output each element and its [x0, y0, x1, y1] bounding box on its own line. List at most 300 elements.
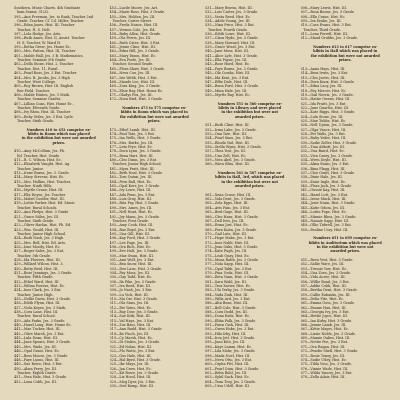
entry-line: 497—Lee Page, Jes. III.	[109, 240, 150, 245]
entry-line: 435—Nellie Davis, Hist. 3 Grade.	[14, 297, 71, 302]
entry-line: 501—Ann Wolf, Jes. 3 Ent.	[109, 257, 155, 262]
entry-line: Southern, Music Charts. 4th Graduate	[14, 6, 81, 10]
entry-line: 429—Willard Wilcox, Hist. 3.	[14, 262, 64, 267]
entry-continuation: Teacher, Eleventh Grade.	[17, 105, 61, 110]
entry-line: 667—Kittie Mayes, Hist. Ec.	[300, 327, 349, 332]
entry-line: 563—Zola Epps, Hist. III.	[205, 201, 249, 206]
entry-line: 452—Lena Cobb, Jes. III.	[14, 379, 57, 384]
entry-line: 449—Sue Rowe, Hist. 3 Ent.	[14, 362, 63, 367]
entry-line: 575—Leah Quay, Hist. Ec.	[205, 253, 250, 258]
entry-line: 471—Gladys Fox, Jes. III.	[109, 92, 153, 97]
entry-line: 582—Tess Xavier, Hist. Ec.	[205, 284, 252, 288]
entry-line: 455—Mrs. Holden, Jes. III.	[109, 14, 156, 19]
entry-line: 661—Emma Goss, Jes. 3 Grade.	[300, 301, 355, 306]
entry-line: 606—Mary Lewis, Hist. III.	[300, 6, 348, 10]
entry-line: 658—Bertha Dent, Hist. 3 Grade.	[300, 288, 358, 293]
entry-line: 422—Oliver Harlan, Hist. Ph. Ed.	[14, 223, 72, 228]
entry-line: 401—Mable Hall, Jes. 3 B. Mathematics,	[14, 53, 84, 58]
entry-line: 629—Ruby Yoder, Hist. III.	[300, 136, 347, 141]
section-note: prizes.	[338, 58, 352, 63]
entry-line: 569—Fern Kuhn, Jes. 3 Grade.	[205, 227, 258, 232]
entry-line: 598—Mada Noel, Hist. III.	[205, 353, 251, 358]
entry-continuation: Teacher, Junior High School.	[112, 162, 162, 167]
entry-line: 659—Callie Eubanks, Jes. III.	[300, 292, 351, 297]
entry-line: 596—Kaye Lamm, Hist. Ec.	[205, 344, 253, 349]
entry-continuation: Teacher, 5th Grade.	[17, 253, 51, 258]
entry-line: 637—Cloe Gantt, Hist. 3 Grade.	[300, 171, 356, 176]
entry-line: 589—Dona Eads, Hist. Ec.	[205, 314, 251, 319]
entry-line: 554—Pearl Sims, Jes. 3 Ent.	[205, 136, 253, 141]
entry-line: 567—Dell Ives, Jes. III.	[205, 218, 245, 223]
entry-line: 540—Jane Moss, Hist. III.	[205, 49, 250, 54]
entry-line: 550—Myrtle Ray, Hist. Ec.	[205, 92, 251, 97]
entry-line: 493—Amy Cook, Hist. III.	[109, 223, 154, 228]
entry-line: 543—Rose Hurd, Hist. Ec.	[205, 62, 251, 67]
entry-continuation: Teacher, Sixth Grade.	[17, 218, 55, 223]
entry-line: 612—Maud Grubbs, Jes. 3 Grade.	[300, 36, 359, 41]
entry-line: 620—Hattie Owens, Hist. III.	[300, 97, 351, 102]
entry-line: 539—Grace Wood, Jes. 3 Ent.	[205, 45, 256, 50]
entry-line: 469—Zora King, Jes. 3 Grade.	[109, 84, 161, 89]
entry-line: 483—Tom Quinn, Jes. III.	[109, 175, 153, 180]
text-columns	[14, 6, 390, 400]
entry-line: 463—Mary Dixon, Hist. Ec.	[109, 53, 157, 58]
entry-line: 518—Bo Finch, Jes. III.	[109, 331, 150, 336]
entry-line: 468—Maude Lee, Hist. III.	[109, 79, 156, 84]
entry-line: 496—Kay Ford, Hist. 3 Grade.	[109, 236, 162, 241]
entry-line: 545—Ola Combs, Hist. III.	[205, 71, 251, 76]
entry-line: 511—Ola Sims, Jes. III.	[109, 301, 150, 306]
entry-line: 486—Ivy Lowe, Hist. III.	[109, 188, 152, 193]
section-note: in the exhibition but were not awarded	[21, 136, 96, 141]
entry-line: 427—Roger Sales, Jes. 3 Ent.	[14, 249, 65, 254]
entry-line: 473—Ethel Lamb, Hist. III.	[109, 127, 156, 132]
entry-line: 674—Sudie Utley, Hist. Ec.	[300, 357, 347, 362]
entry-line: 417—Ella Heyes, Jes. Teacher	[14, 192, 66, 197]
section-note: in the exhibition but were not	[221, 179, 279, 184]
section-note: Numbers 473 to 575 comprise ex-	[122, 105, 187, 110]
entry-line: 444—June Spears, Hist. 3 Grade.	[14, 340, 71, 345]
section-note: hibits in Auditorium which was placed	[308, 240, 382, 245]
entry-line: 434—Inez Clark, Jes. 3 Ent.	[14, 288, 62, 293]
entry-line: 649—Ollie Tidwell, Jes. 3 Ent.	[300, 223, 352, 228]
entry-line: 611—Lena Ferrell, Hist. III.	[300, 32, 349, 37]
entry-line: 586—Alta Bean, Hist. III.	[205, 301, 249, 306]
entry-line: 524—Hal Byrd, Hist. 3 Grade.	[109, 357, 161, 362]
entry-line: 491—Nell Hunt, Hist. Ec.	[109, 210, 154, 215]
entry-continuation: Teacher, Junior High.	[17, 292, 54, 297]
entry-line: 426—Ione Moody, Hist. Ec.	[14, 244, 61, 249]
entry-line: 616—Dora Knox, Hist. 3 Grade.	[300, 79, 355, 84]
entry-line: 459—Ola Ferris, Jes. III.	[109, 36, 152, 41]
entry-line: 663—Georgia Ivy, Jes. 3 Ent.	[300, 310, 350, 315]
entry-line: 458—Ruby Allen, Hist. Grade.	[109, 32, 162, 37]
entry-line: 536—Edith Lowe, Hist. III.	[205, 32, 251, 37]
entry-line: 523—Gus Hale, Hist. III.	[109, 353, 152, 358]
entry-line: 404—Mrs. B. Jacobs, Jes. 3 High	[14, 75, 70, 80]
entry-line: 425—Mrs. Bell, Hist. Ed. Arts.	[14, 240, 67, 245]
entry-line: 411—R. C. Wilson, Hist. Ec.	[14, 158, 62, 163]
entry-line: 421—Grace Miles, Jes. III.	[14, 214, 60, 219]
entry-line: 618—Fay Mercer, Hist. Ec.	[300, 88, 347, 93]
entry-line: 599—Neva Otto, Jes. 3 Ent.	[205, 357, 253, 362]
entry-line: 419—Lottie Parker, Hist. Ed. Music	[14, 201, 75, 206]
entry-line: 613—Anna Hays, Hist. III.	[300, 66, 346, 71]
entry-line: 494—Rae Boyd, Jes. 3 Ent.	[109, 227, 156, 232]
entry-line: 655—Vida Acree, Hist. III.	[300, 275, 346, 280]
entry-line: 564—Avis Fain, Jes. 3 Ent.	[205, 205, 251, 210]
entry-line: 440—Hazel Long, Hist. Home Ec.	[14, 323, 72, 328]
entry-line: 528—Liz Hood, Hist. III.	[109, 375, 152, 380]
entry-line: 437—Viola Keyes, Jes. 3 Math.	[14, 305, 67, 310]
entry-line: 615—Cleo Jarvis, Hist. III.	[300, 75, 346, 80]
entry-continuation: Teacher, H. S. Holt.	[17, 27, 51, 32]
entry-continuation: Teacher, Dist. 11, Rural.	[17, 66, 59, 71]
entry-line: 555—Rhoda Vail, Hist. III.	[205, 140, 250, 145]
entry-line: 414—Mary Stevens, Hist. Ec.	[14, 175, 65, 180]
entry-line: 622—June Quarles, Hist. III.	[300, 105, 350, 110]
entry-line: 641—Gussie Kay, Hist. III.	[300, 188, 346, 193]
section-note: hibits in Room which was placed	[27, 131, 90, 136]
entry-line: 656—Willie Bond, Jes. 3 Ent.	[300, 279, 350, 284]
entry-line: 600—Orpha Pitt, Hist. III.	[205, 362, 250, 367]
entry-line: 609—Iva Drake, Jes. III.	[300, 19, 342, 24]
entry-line: 602—Reba Ruhl, Jes. III.	[205, 370, 248, 375]
column-1	[14, 6, 104, 400]
entry-line: 591—Fawn Gish, Hist. III.	[205, 323, 250, 328]
entry-line: 505—Gay Todd, Hist. Ec.	[109, 275, 153, 280]
entry-line: 648—Nannie Sapp, Hist. III.	[300, 218, 350, 223]
entry-line: 594—Irva Jett, Hist. 3 Grade.	[205, 336, 256, 341]
entry-continuation: Teacher, Junior High School.	[17, 231, 67, 236]
entry-line: 628—Pet Walls, Jes. 3 Ent.	[300, 131, 346, 136]
entry-line: 542—Ella Payne, Jes. III.	[205, 58, 248, 63]
entry-line: 576—Mona Rabb, Jes. 3 Grade.	[205, 257, 259, 262]
entry-line: 445—Mrs. Wade, Jes. III.	[14, 344, 57, 349]
entry-line: 495—Una Gill, Hist. III.	[109, 231, 151, 236]
entry-line: 590—Ebba Falk, Jes. 3 Grade.	[205, 318, 257, 323]
entry-line: 513—Ray Dow, Jes. 3 Grade.	[109, 310, 159, 315]
column-2	[110, 6, 200, 400]
entry-continuation: Teacher, Rural Schools.	[17, 205, 58, 210]
entry-line: 592—Gwen Hoke, Jes. 3 Ent.	[205, 327, 255, 332]
entry-line: 538—Mary Howard, Hist. III.	[205, 40, 256, 45]
entry-line: 675—Tilda Voss, Jes. 3 Grade.	[300, 362, 352, 367]
entry-line: 423—Wm. Gould, Hist. III.	[14, 227, 60, 232]
entry-line: 396—Edna Jones, Hist. III, Teacher	[14, 23, 75, 28]
entry-line: 432—Ethel Ward, Hist. III.	[14, 279, 60, 284]
entry-line: 430—Betty Reid, Hist. III.	[14, 266, 59, 271]
entry-line: 442—Olive Marsh, Jes. 3 Ent.	[14, 331, 65, 336]
section-note: hibits in Library and were placed	[218, 105, 282, 110]
entry-line: 461—Jessie Cline, Hist. III.	[109, 45, 156, 50]
entry-line: 644—Josie Nunn, Hist. 3 Grade.	[300, 201, 356, 206]
entry-line: 436—Edith Flynn, Hist. III.	[14, 301, 61, 306]
entry-line: 605—Ursa Udell, Hist. III.	[205, 383, 250, 388]
entry-line: 470—Elsie Ray, Hist. Home Ec.	[109, 88, 164, 93]
entry-line: 464—Eva Poole, Jes. III.	[109, 58, 151, 63]
entry-continuation: Teacher, Ninth Hills.	[17, 184, 53, 189]
section-note: Numbers 613 to 617 comprise ex-	[313, 45, 378, 50]
entry-line: 397—Lola Hodge, Jes. Arts.	[14, 32, 62, 37]
section-note: awarded prizes.	[234, 114, 265, 119]
entry-continuation: Ed. Teacher, Hist. Grade.	[17, 153, 61, 158]
entry-line: 593—Hila Irby, Hist. III.	[205, 331, 247, 336]
entry-line: 399—Retha Greer, Jes. Home Ec.	[14, 45, 71, 50]
entry-line: 532—Lois Carter, Jes. 3 Grade.	[205, 10, 259, 15]
entry-line: 420—Ann Phelps, Hist. 3 Grade	[14, 210, 69, 215]
entry-line: 438—Cora Lane, Hist. III.	[14, 310, 59, 315]
entry-line: 557—Thea Yost, Jes. III.	[205, 149, 247, 154]
entry-line: 584—Vada Zink, Hist. III.	[205, 292, 249, 297]
entry-line: 677—Wilda Yancey, Jes. 3 Ent.	[300, 370, 353, 375]
entry-continuation: Grade. Teacher, Cl. Cd. Miller, Teacher	[17, 19, 84, 24]
entry-continuation: Teacher, Seminar 5th Grade.	[17, 58, 67, 63]
entry-line: 488—Lois Gray, Hist. III.	[109, 197, 152, 202]
entry-line: 549—Mina Hale, Jes. III.	[205, 88, 248, 93]
column-4	[301, 6, 391, 400]
entry-line: 428—Ida Flowers, Hist. III.	[14, 257, 61, 262]
entry-line: 446—Opal Grant, Hist. Ec.	[14, 349, 60, 354]
entry-line: 413—Irene Burns, Jes. 3. Grade.	[14, 171, 70, 176]
entry-line: 666—Jennie Lamb, Jes. III.	[300, 323, 347, 328]
entry-line: 410—Amy McCollum, Jes. Ph.	[14, 149, 66, 154]
entry-line: 578—Opal Tabb, Jes. 3 Ent.	[205, 266, 253, 271]
entry-line: 530—Ned Kemp, Hist. III.	[109, 383, 154, 388]
entry-line: 608—Ella Crane, Hist. Ec.	[300, 14, 346, 19]
entry-line: 627—Olga Vance, Hist. III.	[300, 127, 347, 132]
entry-line: 412—Elizabeth Vaught, Hist. Ag.	[14, 162, 71, 167]
section-note: Numbers 551 to 560 comprise ex-	[217, 101, 282, 106]
entry-continuation: Teacher, Third Grade.	[303, 27, 342, 32]
entry-line: 465—Flora Shaw, Hist. 3 Grade.	[109, 66, 165, 71]
section-note: hibits in Hall which was placed in	[313, 49, 378, 54]
entry-line: 521—Ed Nolan, Hist. III.	[109, 344, 152, 349]
entry-line: 631—Tina Abbott, Jes. III.	[300, 145, 346, 149]
entry-line: 610—Cora Evans, Hist. 3 Ent.	[300, 23, 352, 28]
entry-line: 462—Edna Hill, Jes. 3 Grade.	[109, 49, 160, 54]
entry-continuation: Teacher, Seminar Grades.	[17, 97, 62, 102]
entry-line: 580—Reta Vann, Hist. 3 Grade.	[205, 275, 259, 280]
entry-line: 460—Ruth Cates, Hist. 3 Ent.	[109, 40, 161, 45]
entry-line: 453—Lucile Moore, Jes. Art.	[109, 6, 159, 10]
entry-line: 481—Myra Pratt, Hist. III.	[109, 166, 155, 171]
entry-line: 407—Lillian Coan, Hist. Home Ec.,	[14, 101, 74, 106]
entry-line: 517—Ann Rudd, Hist. 3 Grade.	[109, 327, 163, 332]
entry-line: 559—Vera Abel, Jes. 3 Grade.	[205, 158, 256, 163]
entry-line: 507—Iva Reed, Hist. III.	[109, 284, 152, 288]
entry-line: 636—Bina Flagg, Hist. III.	[300, 166, 346, 171]
section-note: in the exhibition but were not	[221, 110, 279, 115]
entry-line: 654—Una Zorn, Jes. 3 Grade.	[300, 270, 351, 275]
entry-line: 604—Tena Troy, Jes. 3 Grade.	[205, 379, 256, 384]
section-note: the exhibition but were not awarded	[310, 53, 380, 58]
entry-line: 416—Myrtle Crane, Hist. III.	[14, 188, 64, 193]
entry-line: 443—Lula Dean, Hist. III.	[14, 336, 58, 341]
entry-line: 614—Bess Irwin, Jes. 3 Ent.	[300, 71, 349, 76]
entry-line: 672—Pearlie Shell, Hist. 3 Grade.	[300, 349, 359, 354]
entry-line: 560—Wava Bliss, Hist. III.	[205, 162, 250, 167]
entry-line: 405—Roy Brown, Hist. III. English	[14, 84, 74, 89]
entry-line: 664—Hettie Joyce, Hist. III.	[300, 314, 348, 319]
entry-line: 548—Rena Ford, Hist. 3 Grade.	[205, 84, 259, 89]
entry-line: 395—Ann Freeman, Jes. to Rusk, Teacher 2nd	[14, 14, 94, 19]
entry-line: 639—Essie Ingle, Hist. Ec.	[300, 179, 347, 184]
entry-line: 623—Kate Riggs, Hist. 3 Grade.	[300, 110, 356, 115]
entry-line: 640—Flora Jack, Jes. 3 Grade.	[300, 184, 353, 189]
entry-line: 561—Xena Cruse, Hist. III.	[205, 192, 252, 197]
entry-line: 556—Stella Wynn, Hist. 3 Grade.	[205, 145, 262, 149]
entry-continuation: Teacher, Fourth Grade.	[208, 27, 248, 32]
entry-line: 441—Mae Tucker, Hist. III.	[14, 327, 61, 332]
section-note: Numbers 410 to 452 comprise ex-	[26, 127, 91, 132]
entry-line: 601—Pearl Quin, Hist. 3 Grade.	[205, 366, 260, 371]
entry-continuation: Teacher, Fifth Grade.	[17, 275, 54, 280]
entry-line: 418—Mabel Coulter, Hist. III.	[14, 197, 65, 202]
section-note: hibits in Room which was placed in	[120, 110, 188, 115]
entry-line: 625—Mae Tubbs, Hist. Ec.	[300, 118, 347, 123]
entry-line: 476—Mrs. Burke, Jes. III.	[109, 140, 154, 145]
entry-line: 467—Iris Webb, Hist. 3 Ent.	[109, 75, 158, 80]
entry-line: 676—Vinnie Wade, Hist. III.	[300, 366, 349, 371]
entry-line: 669—Mamie Oakes, Hist. III.	[300, 336, 351, 341]
entry-line: 660—Delia Fite, Hist. Ec.	[300, 297, 345, 302]
entry-continuation: Teacher, West College.	[17, 79, 56, 84]
entry-line: 451—Vera Hale, Hist. 3 Grade.	[14, 375, 68, 380]
section-note: Numbers 651 to 699 comprise ex-	[313, 236, 378, 241]
column-3	[205, 6, 295, 400]
entry-line: 479—Rena Hart, Hist. III.	[109, 153, 154, 158]
entry-line: 638—Dixie Hale, Jes. III.	[300, 175, 343, 180]
entry-line: 424—Ruth Nash, Jes. 3 High.	[14, 236, 65, 241]
entry-line: 646—Lottie Pope, Hist. Ec.	[300, 210, 347, 215]
entry-line: 653—Tressie Yow, Hist. Ec.	[300, 266, 348, 271]
entry-line: 403—Pearl Ross, Jes. 3 Ent. Teacher	[14, 71, 77, 76]
entry-line: 546—Ida Kent, Jes. 3 Ent.	[205, 75, 250, 80]
entry-line: 621—Ida Pruitt, Jes. 3 Ent.	[300, 101, 347, 106]
entry-line: 485—Opal Kerr, Jes. 3 Grade.	[109, 184, 161, 189]
entry-line: 579—Pina Ueda, Hist. III.	[205, 270, 250, 275]
entry-line: 502—Bea Snow, Hist. III.	[109, 262, 153, 267]
entry-line: 515—Val Hays, Jes. 3 Ent.	[109, 318, 155, 323]
entry-line: 588—Cora Dodd, Jes. III.	[205, 310, 248, 315]
entry-line: 480—Cleo Dunn, Jes. 3 Ent.	[109, 158, 158, 163]
section-note: awarded prizes.	[234, 184, 265, 189]
entry-line: 633—Viva Casey, Jes. 3 Grade.	[300, 153, 353, 158]
entry-line: 568—Erma Jost, Hist. Ec.	[205, 223, 249, 228]
entry-line: 503—Dee Lane, Hist. 3 Grade.	[109, 266, 162, 271]
entry-line: 504—Fay Moss, Jes. III.	[109, 270, 151, 275]
entry-line: 499—Eve Holt, Jes. 3 Grade.	[109, 249, 159, 254]
entry-line: 632—Una Baird, Hist. Ec.	[300, 149, 345, 154]
entry-line: 630—Sadie Zeller, Hist. 3 Grade.	[300, 140, 358, 145]
entry-line: 581—Sara Wahl, Jes. III.	[205, 279, 247, 284]
entry-line: 671—Ora Ragan, Hist. III.	[300, 344, 346, 349]
entry-continuation: Teacher, Eighth Grade.	[17, 370, 57, 375]
entry-line: 603—Sybil Sack, Hist. Ec.	[205, 375, 250, 380]
entry-line: 583—Ula Yerby, Jes. 3 Grade.	[205, 288, 256, 293]
entry-line: 415—Mrs. Hollins, Hist. Teacher,	[14, 179, 71, 184]
entry-line: 408—Ivy Rhea, Hist. III, Teacher	[14, 110, 71, 115]
entry-line: 619—Gail Norris, Jes. 3 Grade.	[300, 92, 354, 97]
entry-line: 668—Lizzie Noble, Jes. 3 Grade.	[300, 331, 356, 336]
entry-line: 516—Zoe Bass, Hist. III.	[109, 323, 152, 328]
entry-line: 541—Alice Lyle, Hist. 3 Grade.	[205, 53, 258, 58]
entry-line: 526—Jan Crow, Hist. Ec.	[109, 366, 152, 371]
entry-line: 634—Wren Doyle, Hist. III.	[300, 158, 347, 163]
entry-continuation: Teacher, Carter Street.	[112, 19, 153, 24]
entry-line: 520—Di Stokes, Jes. 3 Grade.	[109, 340, 161, 345]
entry-line: 500—Mae Swan, Hist. III.	[109, 253, 154, 258]
entry-line: 534—Adele Young, Jes. III.	[205, 19, 251, 24]
entry-line: 624—Lula Stone, Jes. III.	[300, 114, 344, 119]
entry-line: 431—Rose Jennings, Jes. 3 Grade.	[14, 270, 73, 275]
entry-line: 535—Nina Price, Hist. 3 Ent.	[205, 23, 255, 28]
section-note: awarded prizes.	[330, 249, 361, 254]
entry-line: 512—Pat Yates, Hist. Ec.	[109, 305, 152, 310]
entry-line: 570—Gail Lutz, Hist. III.	[205, 231, 247, 236]
entry-line: 406—Mable Hinton, Jes. 3 Math.	[14, 92, 71, 97]
entry-line: 506—Ila Pike, Jes. 3 Grade.	[109, 279, 157, 284]
entry-continuation: Teacher, First Grade.	[112, 218, 149, 223]
entry-line: 595—Juno Kite, Jes. III.	[205, 340, 246, 345]
entry-line: 551—Ruth Cline, Hist. III.	[205, 123, 250, 128]
section-note: prizes.	[52, 140, 66, 145]
entry-line: 474—Paul Tate, Jes. 3 Ent.	[109, 131, 155, 136]
section-note: in the exhibition but were not	[316, 244, 374, 249]
entry-line: 650—Pauline Usry, Hist. III.	[300, 227, 349, 232]
entry-line: 400—Mrs. Patton, Hist. III, Teacher	[14, 49, 76, 54]
entry-line: 647—Minnie Rhea, Jes. 3 Grade.	[300, 214, 357, 219]
entry-line: 565—Bird Gage, Hist. III.	[205, 210, 249, 215]
entry-line: 519—Cy Marsh, Hist. Ec.	[109, 336, 153, 341]
entry-continuation: Teacher, Rural School.	[17, 314, 56, 319]
entry-line: 492—Joy Mann, Jes. 3 Grade.	[109, 214, 160, 219]
entry-line: 665—Ina Kirby, Hist. 3 Grade.	[300, 318, 353, 323]
section-note: prizes.	[147, 118, 161, 123]
entry-line: 498—Ora Rich, Hist. Ec.	[109, 244, 152, 249]
entry-continuation: Teacher, Junior.	[17, 166, 44, 171]
entry-line: 527—Kit Rowe, Jes. 3 Grade.	[109, 370, 160, 375]
entry-line: 447—Bess Moore, Jes. 3 Grade.	[14, 353, 69, 358]
entry-line: 553—Ona Tate, Hist. III.	[205, 131, 247, 136]
entry-line: 531—Mary Brown, Hist. III.	[205, 6, 253, 10]
entry-line: 484—Fern Ball, Hist. Ec.	[109, 179, 153, 184]
entry-line: 552—Irma Lake, Jes. 3 Grade.	[205, 127, 257, 132]
entry-line: 472—Nora Bird, Hist. 3 Grade.	[109, 97, 163, 102]
entry-line: 547—Effie Dale, Hist. III.	[205, 79, 249, 84]
entry-continuation: Teacher, Second Grade.	[112, 62, 154, 67]
entry-line: 537—Clara Hyde, Jes. 3 Grade.	[205, 36, 259, 41]
entry-line: 607—Rosa Boone, Jes. 3 Grade.	[300, 10, 355, 15]
entry-line: 642—Hazel Lott, Jes. 3 Ent.	[300, 192, 349, 197]
entry-line: 617—Edna Lacy, Jes. III.	[300, 84, 343, 89]
entry-line: 529—Meg Dyer, Jes. 3 Ent.	[109, 379, 156, 384]
entry-line: 635—Alma Ennis, Jes. 3 Ent.	[300, 162, 350, 167]
section-note: hibits in Hall, 3rd, which was placed	[215, 175, 285, 180]
entry-line: 558—Una Zell, Hist. Ec.	[205, 153, 247, 158]
entry-line: 585—Willa Ard, Jes. 3 Ent.	[205, 297, 251, 302]
entry-line: 525—Ike Mays, Jes. III.	[109, 362, 150, 367]
entry-line: 626—Nell Upton, Jes. 3 Grade.	[300, 123, 354, 128]
entry-continuation: ham Senior, 31/32.	[17, 10, 50, 15]
entry-line: 454—Marie Ross, Hist. 3 Grade.	[109, 10, 166, 15]
entry-line: 439—Ada Parks, Jes. 3 Grade.	[14, 318, 66, 323]
entry-line: 475—Ina Wells, Hist. 3 Grade.	[109, 136, 162, 141]
entry-line: 487—Ada Penn, Jes. 3 Ent.	[109, 192, 156, 197]
entry-line: 482—Beth Neal, Hist. 3 Grade.	[109, 171, 163, 176]
entry-line: 398—Ruth Ames, Hist. II, Assist. Teacher	[14, 36, 85, 41]
